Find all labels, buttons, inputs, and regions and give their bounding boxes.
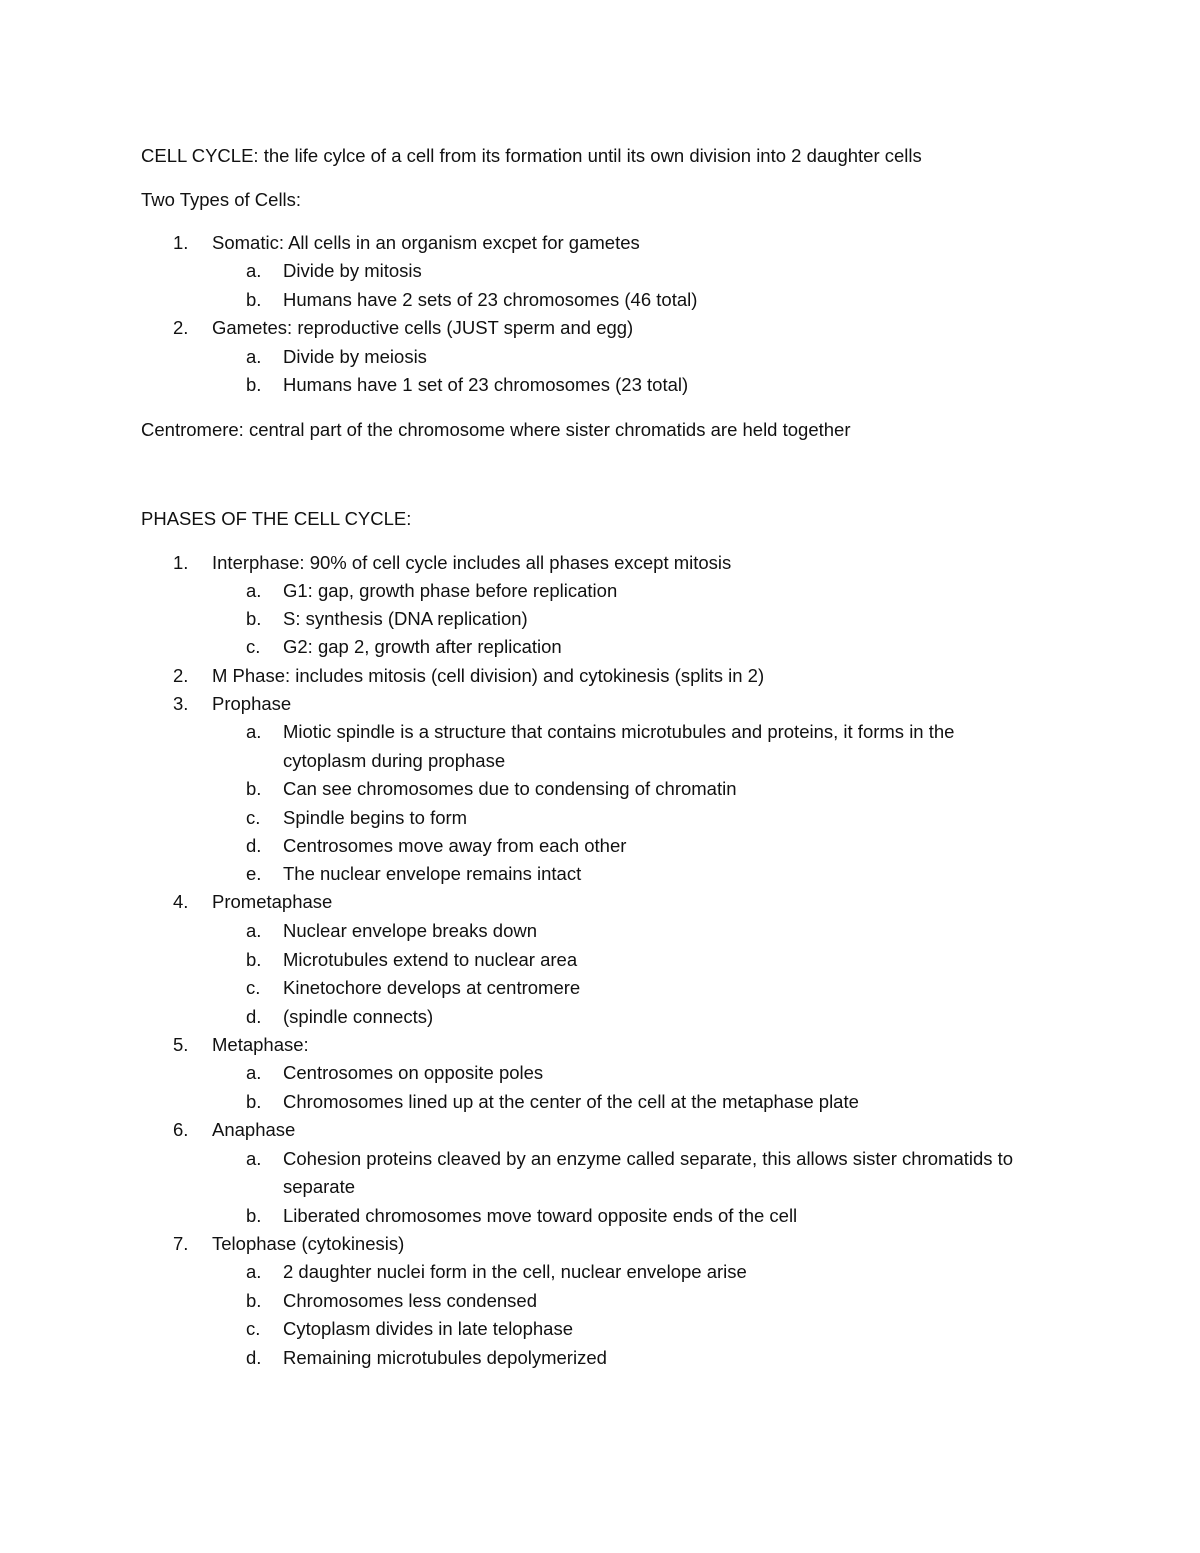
list-marker: 2. bbox=[173, 665, 189, 686]
list-item: M Phase: includes mitosis (cell division) and cytokinesis (splits in 2) bbox=[212, 665, 765, 686]
sub-list-marker: c. bbox=[246, 807, 261, 828]
sub-list-item: 2 daughter nuclei form in the cell, nuclear envelope arise bbox=[283, 1261, 747, 1282]
sub-list-item: Spindle begins to form bbox=[283, 807, 468, 828]
sub-list-item: Nuclear envelope breaks down bbox=[283, 920, 538, 941]
sub-list-item-continued: cytoplasm during prophase bbox=[283, 750, 506, 771]
list-marker: 6. bbox=[173, 1119, 189, 1140]
sub-list-marker: d. bbox=[246, 1006, 262, 1027]
sub-list-item: Chromosomes lined up at the center of the cell at the metaphase plate bbox=[283, 1091, 859, 1112]
sub-list-marker: a. bbox=[246, 920, 262, 941]
list-marker: 2. bbox=[173, 317, 189, 338]
cell-cycle-definition: CELL CYCLE: the life cylce of a cell from its formation until its own division into 2 daughter cells bbox=[141, 145, 922, 166]
sub-list-item: Divide by meiosis bbox=[283, 346, 427, 367]
sub-list-marker: a. bbox=[246, 346, 262, 367]
list-marker: 5. bbox=[173, 1034, 189, 1055]
sub-list-item: Centrosomes on opposite poles bbox=[283, 1062, 544, 1083]
sub-list-item: Humans have 2 sets of 23 chromosomes (46 total) bbox=[283, 289, 698, 310]
sub-list-marker: a. bbox=[246, 1261, 262, 1282]
sub-list-item: Microtubules extend to nuclear area bbox=[283, 949, 578, 970]
sub-list-item: G2: gap 2, growth after replication bbox=[283, 636, 562, 657]
sub-list-item: Humans have 1 set of 23 chromosomes (23 total) bbox=[283, 374, 689, 395]
sub-list-marker: a. bbox=[246, 1062, 262, 1083]
sub-list-item: Cohesion proteins cleaved by an enzyme called separate, this allows sister chromatids to bbox=[283, 1148, 1014, 1169]
phases-heading: PHASES OF THE CELL CYCLE: bbox=[141, 508, 412, 529]
sub-list-item: Can see chromosomes due to condensing of chromatin bbox=[283, 778, 737, 799]
list-marker: 1. bbox=[173, 232, 189, 253]
sub-list-item: G1: gap, growth phase before replication bbox=[283, 580, 618, 601]
sub-list-marker: d. bbox=[246, 835, 262, 856]
sub-list-marker: e. bbox=[246, 863, 262, 884]
list-item: Interphase: 90% of cell cycle includes all phases except mitosis bbox=[212, 552, 732, 573]
list-item: Anaphase bbox=[212, 1119, 296, 1140]
sub-list-item: Kinetochore develops at centromere bbox=[283, 977, 581, 998]
sub-list-item: Remaining microtubules depolymerized bbox=[283, 1347, 607, 1368]
list-item: Prophase bbox=[212, 693, 292, 714]
sub-list-item-continued: separate bbox=[283, 1176, 355, 1197]
sub-list-item: Miotic spindle is a structure that contains microtubules and proteins, it forms in the bbox=[283, 721, 955, 742]
sub-list-item: Chromosomes less condensed bbox=[283, 1290, 537, 1311]
sub-list-marker: c. bbox=[246, 977, 261, 998]
sub-list-item: The nuclear envelope remains intact bbox=[283, 863, 582, 884]
sub-list-marker: c. bbox=[246, 636, 261, 657]
sub-list-marker: b. bbox=[246, 289, 262, 310]
sub-list-marker: b. bbox=[246, 1091, 262, 1112]
list-marker: 3. bbox=[173, 693, 189, 714]
centromere-definition: Centromere: central part of the chromosome where sister chromatids are held together bbox=[141, 419, 851, 440]
list-marker: 1. bbox=[173, 552, 189, 573]
sub-list-marker: b. bbox=[246, 1205, 262, 1226]
sub-list-marker: d. bbox=[246, 1347, 262, 1368]
sub-list-item: S: synthesis (DNA replication) bbox=[283, 608, 528, 629]
sub-list-marker: a. bbox=[246, 1148, 262, 1169]
sub-list-marker: a. bbox=[246, 580, 262, 601]
sub-list-marker: b. bbox=[246, 608, 262, 629]
sub-list-item: (spindle connects) bbox=[283, 1006, 434, 1027]
sub-list-marker: b. bbox=[246, 778, 262, 799]
sub-list-item: Centrosomes move away from each other bbox=[283, 835, 627, 856]
list-item: Gametes: reproductive cells (JUST sperm and egg) bbox=[212, 317, 634, 338]
list-marker: 4. bbox=[173, 891, 189, 912]
sub-list-marker: b. bbox=[246, 949, 262, 970]
list-item: Somatic: All cells in an organism excpet for gametes bbox=[212, 232, 640, 253]
sub-list-marker: a. bbox=[246, 260, 262, 281]
sub-list-item: Divide by mitosis bbox=[283, 260, 422, 281]
sub-list-marker: b. bbox=[246, 1290, 262, 1311]
sub-list-item: Cytoplasm divides in late telophase bbox=[283, 1318, 573, 1339]
sub-list-marker: b. bbox=[246, 374, 262, 395]
list-item: Prometaphase bbox=[212, 891, 333, 912]
sub-list-item: Liberated chromosomes move toward opposite ends of the cell bbox=[283, 1205, 798, 1226]
list-item: Telophase (cytokinesis) bbox=[212, 1233, 405, 1254]
list-marker: 7. bbox=[173, 1233, 189, 1254]
types-heading: Two Types of Cells: bbox=[141, 189, 302, 210]
sub-list-marker: c. bbox=[246, 1318, 261, 1339]
list-item: Metaphase: bbox=[212, 1034, 309, 1055]
sub-list-marker: a. bbox=[246, 721, 262, 742]
